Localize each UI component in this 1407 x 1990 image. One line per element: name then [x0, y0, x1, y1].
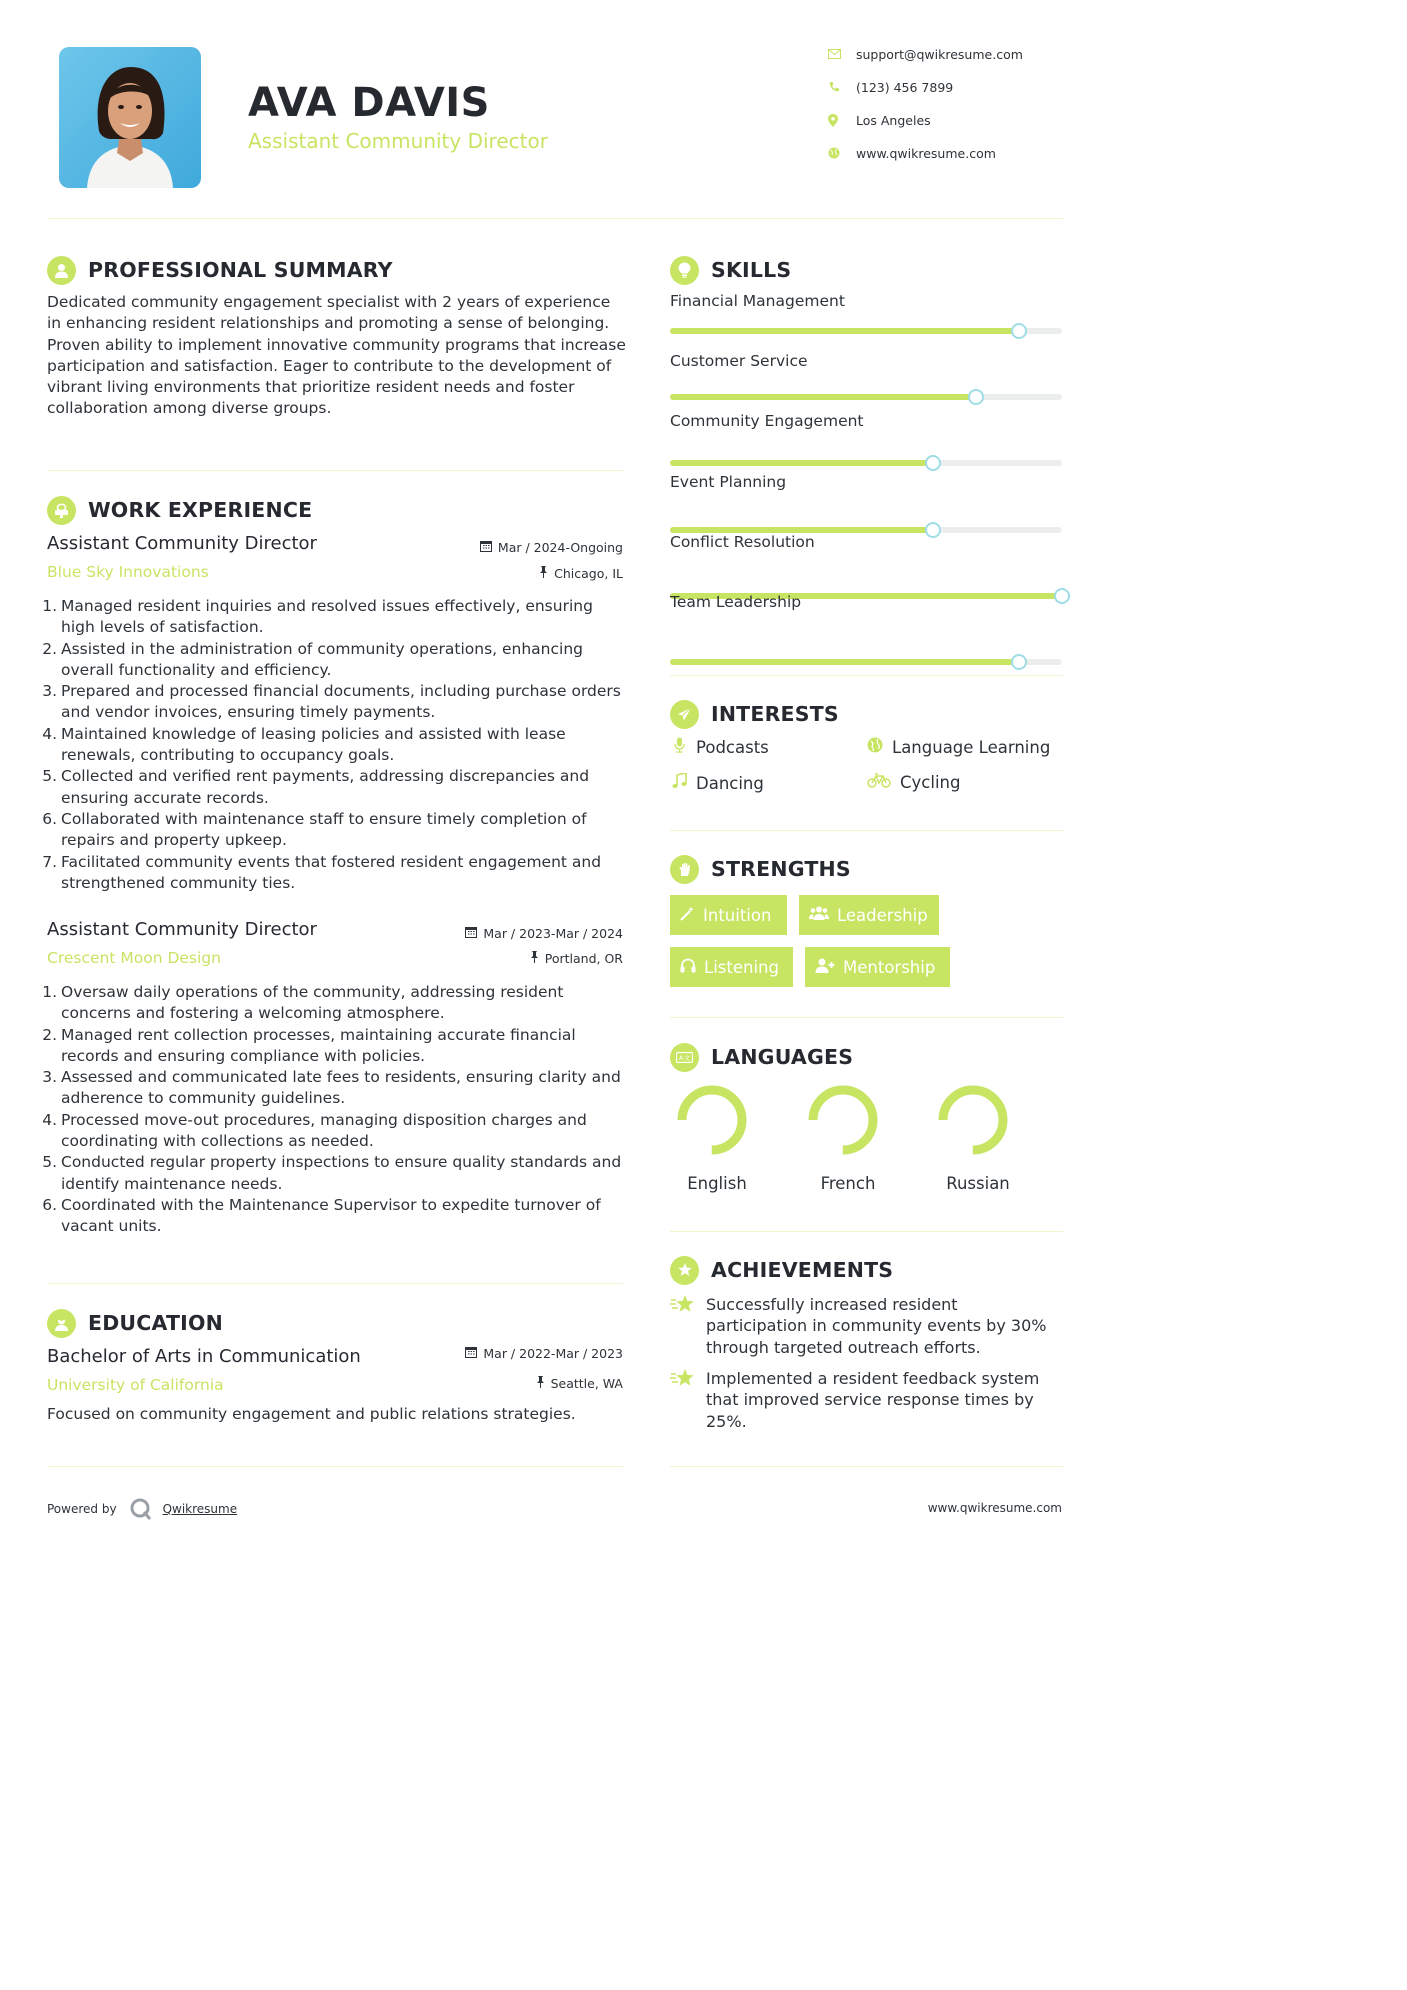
languages-divider: [670, 1231, 1063, 1232]
headphones-icon: [680, 958, 696, 977]
education-location-text: Seattle, WA: [550, 1376, 623, 1391]
job-2-date: [465, 926, 623, 941]
skills-heading: [670, 255, 791, 285]
skill-level-knob: [1054, 588, 1070, 604]
contact-website-text: www.qwikresume.com: [856, 145, 996, 161]
skill-level-knob: [1011, 654, 1027, 670]
skill-level-fill: [670, 328, 1019, 334]
magic-wand-icon: [680, 906, 695, 925]
interest-dancing: [670, 773, 764, 793]
list-item: 1. Managed resident inquiries and resolved issues effectively, ensuring high levels of satisfaction.: [42, 597, 593, 637]
language-level-ring: [934, 1081, 1012, 1159]
user-icon: [47, 256, 76, 285]
globe-icon: [866, 737, 884, 757]
languages-heading: [670, 1042, 853, 1072]
list-item: 6. Collaborated with maintenance staff to ensure timely completion of repairs and property upkeep.: [42, 809, 587, 850]
skill-level-knob: [925, 455, 941, 471]
skills-title: SKILLS: [711, 258, 792, 282]
achievement-item: [670, 1294, 1063, 1358]
achievements-heading: [670, 1255, 893, 1285]
skill-name: Team Leadership: [670, 593, 802, 611]
briefcase-icon: [47, 496, 76, 525]
achievements-title: ACHIEVEMENTS: [711, 1258, 894, 1282]
education-heading: [47, 1308, 223, 1338]
skill-level-fill: [670, 394, 976, 400]
paper-plane-icon: [670, 700, 699, 729]
interests-heading: [670, 699, 839, 729]
strength-label: Intuition: [703, 905, 772, 925]
strength-mentorship: [805, 947, 950, 987]
qwikresume-logo-icon: [129, 1497, 153, 1521]
experience-heading: [47, 495, 312, 525]
strengths-divider: [670, 1017, 1063, 1018]
hand-icon: [670, 855, 699, 884]
list-item: 2. Assisted in the administration of community operations, enhancing overall functionality and efficiency.: [42, 639, 583, 679]
education-school: University of California: [47, 1376, 224, 1394]
skill-level-bar: [670, 527, 1062, 533]
svg-text:A文: A文: [679, 1053, 690, 1062]
skill-level-fill: [670, 659, 1019, 665]
achievement-item: [670, 1368, 1063, 1432]
summary-text: Dedicated community engagement specialist with 2 years of experience in enhancing resident relationships and promoting a sense of belonging. Proven ability to implement innovative community programs that increase participation and satisfaction. Eager to contribute to the development of vibrant living environments that prioritize resident needs and foster collaboration among diverse groups.: [47, 293, 626, 418]
skill-level-knob: [925, 522, 941, 538]
job-1-bullets: [42, 596, 627, 894]
star-icon: [670, 1294, 706, 1358]
achievements-divider: [670, 1466, 1063, 1467]
interest-podcasts: [670, 737, 769, 757]
pin-icon: [539, 566, 548, 581]
job-1-date-text: Mar / 2024-Ongoing: [497, 540, 623, 555]
music-note-icon: [670, 773, 688, 793]
job-1-title: Assistant Community Director: [47, 533, 317, 554]
list-item: 2. Managed rent collection processes, maintaining accurate financial records and ensuring compliance with policies.: [42, 1025, 576, 1065]
job-1-date: [480, 540, 623, 555]
list-item: 4. Processed move-out procedures, managing disposition charges and coordinating with collections as needed.: [42, 1110, 587, 1151]
skill-level-knob: [968, 389, 984, 405]
skill-level-bar: [670, 659, 1062, 665]
skill-level-bar: [670, 328, 1062, 334]
contact-location-text: Los Angeles: [856, 112, 931, 128]
calendar-icon: [480, 540, 492, 555]
job-1-location-text: Chicago, IL: [554, 566, 623, 581]
job-2-bullets: [42, 982, 627, 1238]
education-title: EDUCATION: [88, 1311, 223, 1335]
contact-location: [828, 110, 1068, 130]
calendar-icon: [465, 1346, 477, 1361]
map-pin-icon: [828, 114, 856, 127]
job-2-date-text: Mar / 2023-Mar / 2024: [483, 926, 623, 941]
graduate-icon: [47, 1309, 76, 1338]
award-star-icon: [670, 1256, 699, 1285]
skill-level-fill: [670, 460, 933, 466]
skill-name: Customer Service: [670, 352, 808, 371]
education-degree: Bachelor of Arts in Communication: [47, 1346, 361, 1367]
job-1-company: Blue Sky Innovations: [47, 563, 209, 581]
candidate-name: AVA DAVIS: [248, 80, 490, 126]
lightbulb-icon: [670, 256, 699, 285]
skills-divider: [670, 675, 1063, 676]
languages-title: LANGUAGES: [711, 1045, 854, 1069]
achievement-text: Implemented a resident feedback system that improved service response times by 25%.: [706, 1369, 1040, 1431]
achievement-text: Successfully increased resident participation in community events by 30% through targeted outreach efforts.: [706, 1295, 1047, 1357]
summary-title: PROFESSIONAL SUMMARY: [88, 258, 393, 282]
summary-heading: [47, 255, 393, 285]
strengths-title: STRENGTHS: [711, 857, 851, 881]
list-item: 1. Oversaw daily operations of the community, addressing resident concerns and fostering a welcoming atmosphere.: [42, 983, 564, 1023]
summary-divider: [47, 470, 623, 471]
education-date-text: Mar / 2022-Mar / 2023: [483, 1346, 623, 1361]
strength-label: Listening: [704, 957, 779, 977]
language-name: French: [820, 1174, 876, 1193]
list-item: 3. Prepared and processed financial documents, including purchase orders and vendor invoices, ensuring timely payments.: [42, 682, 621, 722]
skill-level-bar: [670, 460, 1062, 466]
skill-name: Conflict Resolution: [670, 532, 815, 551]
language-name: Russian: [946, 1174, 1010, 1193]
job-1-location: [539, 566, 623, 581]
job-2-title: Assistant Community Director: [47, 919, 317, 940]
strength-listening: [670, 947, 793, 987]
contact-email[interactable]: [828, 44, 1068, 64]
footer-url[interactable]: www.qwikresume.com: [927, 1501, 1062, 1515]
job-2-location-text: Portland, OR: [544, 951, 623, 966]
skill-level-fill: [670, 527, 933, 533]
experience-divider: [47, 1283, 623, 1284]
interest-cycling: [866, 773, 960, 792]
experience-title: WORK EXPERIENCE: [88, 498, 313, 522]
language-name: English: [687, 1174, 747, 1193]
contact-phone[interactable]: [828, 77, 1068, 97]
interest-label: Language Learning: [892, 737, 1051, 757]
pin-icon: [536, 1376, 545, 1391]
globe-icon: [828, 147, 856, 159]
contact-phone-text: (123) 456 7899: [856, 79, 954, 95]
user-plus-icon: [815, 958, 835, 977]
list-item: 5. Conducted regular property inspections to ensure quality standards and identify maintenance needs.: [42, 1153, 622, 1193]
interest-label: Podcasts: [696, 737, 769, 757]
interest-label: Cycling: [900, 773, 961, 792]
skill-level-knob: [1011, 323, 1027, 339]
candidate-title: Assistant Community Director: [248, 129, 548, 153]
microphone-icon: [670, 737, 688, 757]
footer-powered-by: [47, 1497, 237, 1521]
strength-label: Mentorship: [843, 957, 936, 977]
interests-title: INTERESTS: [711, 702, 839, 726]
envelope-icon: [828, 49, 856, 59]
list-item: 4. Maintained knowledge of leasing policies and assisted with lease renewals, contributing to occupancy goals.: [42, 724, 566, 765]
strengths-heading: [670, 854, 851, 884]
header-divider: [47, 218, 1063, 219]
star-icon: [670, 1368, 706, 1432]
language-level-ring: [673, 1081, 751, 1159]
qwikresume-link[interactable]: Qwikresume: [162, 1502, 238, 1516]
interest-language-learning: [866, 737, 1050, 757]
contact-email-text: support@qwikresume.com: [856, 46, 1023, 62]
skill-name: Community Engagement: [670, 412, 864, 431]
skill-level-bar: [670, 394, 1062, 400]
profile-photo: [59, 47, 201, 188]
interests-divider: [670, 830, 1063, 831]
bicycle-icon: [866, 773, 892, 792]
job-2-location: [530, 951, 623, 966]
list-item: 3. Assessed and communicated late fees to residents, ensuring clarity and adherence to community guidelines.: [42, 1068, 621, 1108]
calendar-icon: [465, 926, 477, 941]
group-icon: [809, 906, 829, 924]
phone-icon: [828, 81, 856, 93]
list-item: 7. Facilitated community events that fostered resident engagement and strengthened community ties.: [42, 852, 602, 892]
list-item: 5. Collected and verified rent payments, addressing discrepancies and ensuring accurate records.: [42, 767, 590, 807]
job-2-company: Crescent Moon Design: [47, 949, 221, 967]
interest-label: Dancing: [696, 773, 764, 793]
translate-icon: [670, 1043, 699, 1072]
language-level-ring: [804, 1081, 882, 1159]
contact-website[interactable]: [828, 143, 1068, 163]
education-location: [536, 1376, 623, 1391]
education-date: [465, 1346, 623, 1361]
skill-name: Event Planning: [670, 472, 787, 491]
skill-name: Financial Management: [670, 292, 845, 310]
powered-by-text: Powered by: [47, 1502, 117, 1516]
strength-label: Leadership: [837, 905, 928, 925]
strength-intuition: [670, 895, 787, 935]
education-description: Focused on community engagement and public relations strategies.: [47, 1405, 576, 1423]
pin-icon: [530, 951, 539, 966]
education-divider: [47, 1466, 623, 1467]
strength-leadership: [799, 895, 939, 935]
list-item: 6. Coordinated with the Maintenance Supervisor to expedite turnover of vacant units.: [42, 1195, 601, 1236]
